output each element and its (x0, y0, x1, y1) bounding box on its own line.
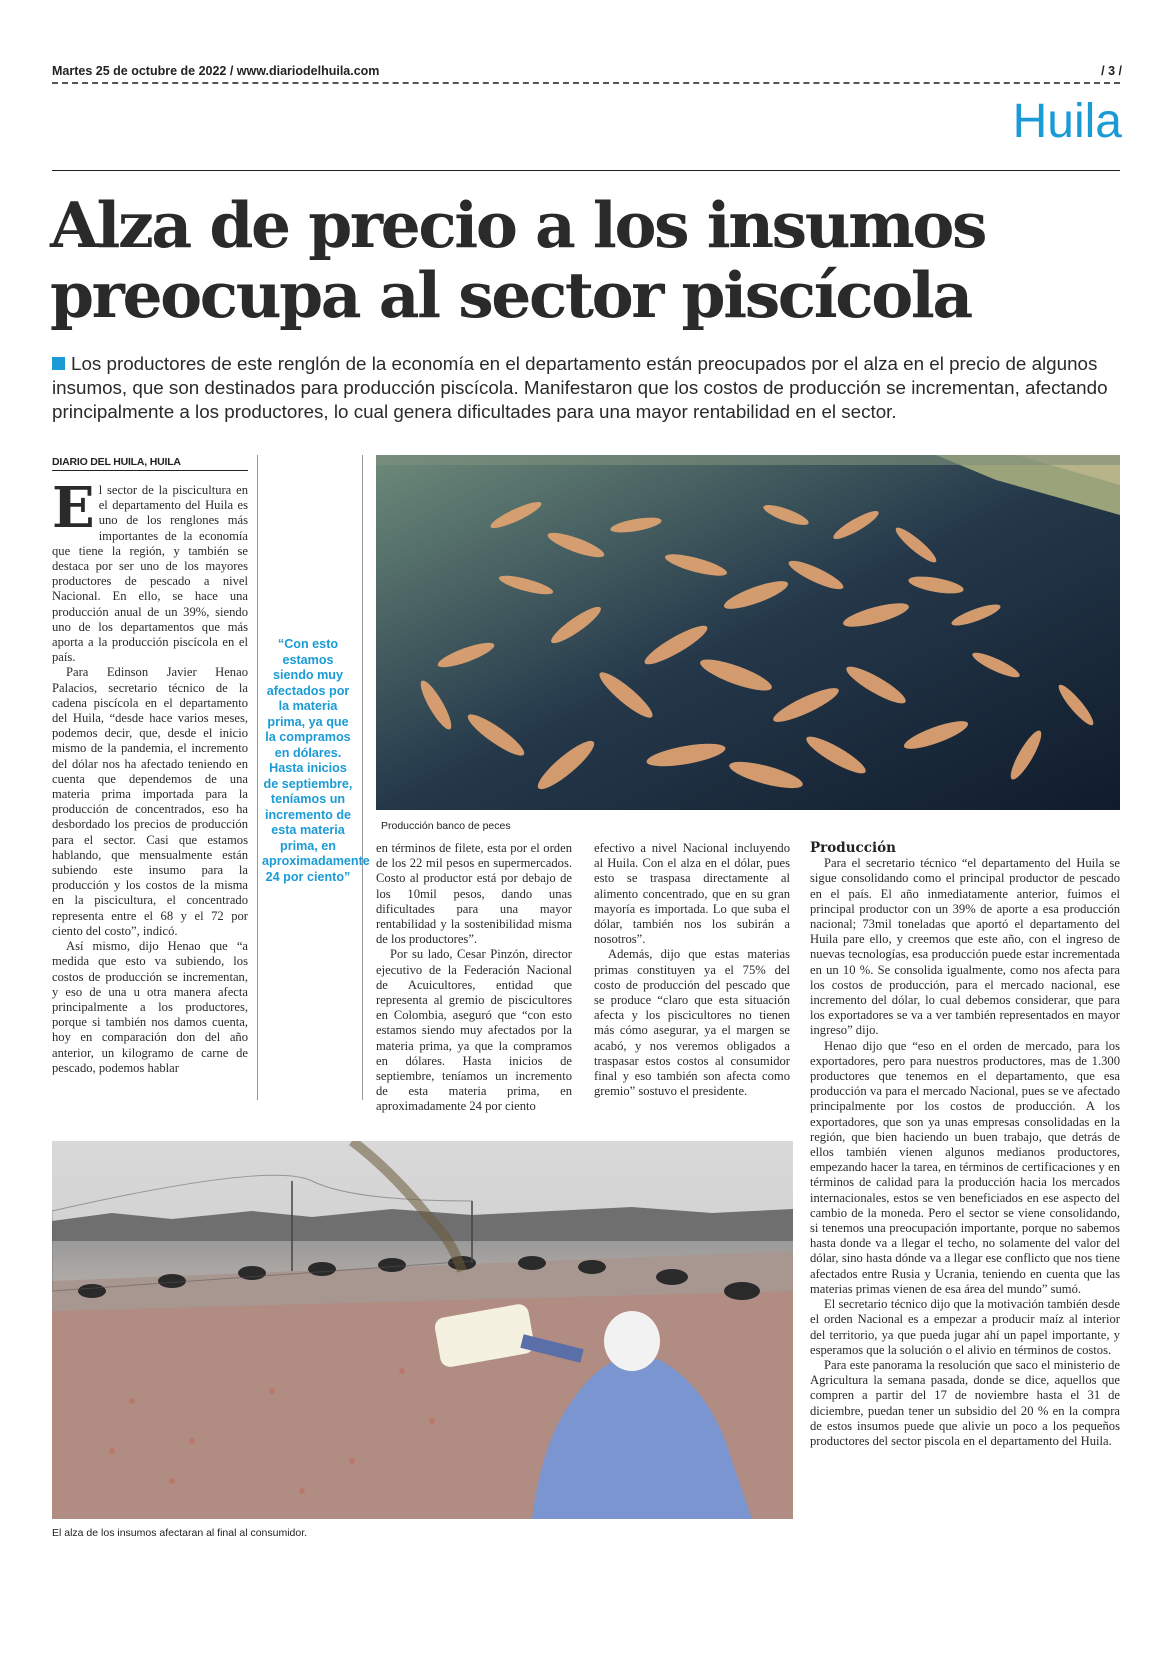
fish-pond-photo (376, 455, 1120, 810)
paragraph: Para Edinson Javier Henao Palacios, secretario técnico de la cadena piscícola en el departamento del Huila, “desde hace varios meses, podemos decir, que, desde el inicio mismo de la pandemia, el incremento del dólar nos ha afectado teniendo en cuenta que dependemos de una materia prima importada para la producción de concentrados, eso ha desbordado los precios de producción para el sector. Casi que estamos hablando, que mensualmente están subiendo este insumo para la producción y los costos de la misma en la piscicultura, el concentrado representa entre el 68 y el 72 por ciento del costo”, indicó. (52, 665, 248, 938)
standfirst-text: Los productores de este renglón de la economía en el departamento están preocupados por el alza en el precio de algunos insumos, que son destinados para producción piscícola. Manifestaron que los costos de producción se incrementan, afectando principalmente a los productores, lo cual genera dificultades para una mayor rentabilidad en el sector. (52, 353, 1108, 422)
paragraph: Henao dijo que “eso en el orden de mercado, para los exportadores, pero para nuestros productores, mas de 1.300 productores que tenemos en el departamento, que esa producción va para el mercado Nacional, pues se ve afectado principalmente por los costos de producción. A los exportadores, que son ya unas empresas consolidadas en la región, que bien haciendo un buen trabajo, que detrás de ellos también vienen algunos medianos productores, empezando hacer la tarea, en términos de certificaciones y en términos de calidad para la producción hacia los mercados internacionales, estos se ven beneficiados en ese aspecto del cambio de la moneda. Pero el sector se viene consolidando, si tenemos una preocupación importante, porque no sabemos hasta donde va a llegar el techo, no solamente del valor del dólar, sino hasta dónde va a llegar ese conflicto que nos tiene afectados entre Rusia y Ucrania, teniendo en cuenta que las materias primas vienen de esa área del mundo” sumó. (810, 1038, 1120, 1296)
drop-cap: E (52, 475, 95, 541)
bottom-photo-caption: El alza de los insumos afectaran al final al consumidor. (52, 1527, 308, 1539)
fish-pond-image (376, 455, 1120, 810)
fish-feeding-image (52, 1141, 793, 1519)
column-rule-1 (257, 455, 258, 1100)
article-column-2 (376, 841, 572, 1115)
date-site-line: Martes 25 de octubre de 2022 / www.diariodelhuila.com (52, 64, 380, 78)
paragraph: El secretario técnico dijo que la motivación también desde el orden Nacional es a empezar a producir maíz al interior del territorio, ya que pueda jugar ahí un papel importante, y esperamos que la solución o el alivio en términos de costos. (810, 1297, 1120, 1357)
paragraph: en términos de filete, esta por el orden de los 22 mil pesos en supermercados. Costo al productor está por debajo de los 10mil pesos, dando unas dificultades para una mayor rentabilidad y la sostenibilidad misma de los productores”. (376, 841, 572, 947)
paragraph-text: l sector de la piscicultura en el departamento del Huila es uno de los renglones más importantes de la economía que tiene la región, y también se destaca por ser uno de los mayores productores de pescado a nivel Nacional. En ello, se hace una producción anual de un 39%, siendo uno de los departamentos que más aporta a la producción piscícola en el país. (52, 483, 248, 665)
subheading: Producción (810, 840, 896, 856)
pull-quote: “Con esto estamos siendo muy afectados por la materia prima, ya que la compramos en dólares. Hasta inicios de septiembre, teníamos un incremento de esta materia prima, en aproximadamente 24 por ciento” (262, 637, 370, 884)
paragraph: efectivo a nivel Nacional incluyendo al Huila. Con el alza en el dólar, pues esto se traspasa directamente al alimento concentrado, que en su gran mayoría es importada. Lo que suba el dólar, también nos los subirán a nosotros”. (594, 841, 790, 947)
section-title: Huila (1012, 95, 1122, 148)
paragraph: Para este panorama la resolución que saco el ministerio de Agricultura la semana pasada, donde se dice, aquellos que compren a partir del 17 de noviembre hasta el 31 de diciembre, puedan tener un subsidio del 20 % en la compra de estos insumos puede que alivie un poco a los pequeños productores del sector piscola en el departamento del Huila. (810, 1357, 1120, 1448)
article-column-3 (594, 841, 790, 1099)
column-rule-2 (362, 455, 363, 1100)
paragraph (52, 475, 248, 665)
paragraph: Además, dijo que estas materias primas constituyen ya el 75% del costo de producción del pescado que se produce “claro que esta situación afecta y los piscicultores no tienen más cómo asegurar, ya el margen se acabó, y nos veremos obligados a traspasar estos costos al consumidor final y eso también son afecta como gremio” sostuvo el presidente. (594, 947, 790, 1099)
top-photo-caption: Producción banco de peces (381, 820, 511, 832)
page-number: / 3 / (1101, 64, 1122, 78)
header-dashed-rule (52, 82, 1120, 84)
byline-rule (52, 470, 248, 471)
header-rule (52, 170, 1120, 171)
fish-feeding-photo (52, 1141, 793, 1519)
headline (50, 190, 1130, 330)
article-column-4 (810, 841, 1120, 1449)
article-column-1 (52, 475, 248, 1076)
headline-line-2: preocupa al sector piscícola (50, 258, 971, 332)
paragraph: Por su lado, Cesar Pinzón, director ejecutivo de la Federación Nacional de Acuicultores, entidad que representa al gremio de piscicultores en Colombia, aseguró que “con esto estamos siendo muy afectados por la materia prima, ya que la compramos en dólares. Hasta inicios de septiembre, teníamos un incremento de esta materia prima, en aproximadamente 24 por ciento (376, 947, 572, 1114)
square-bullet-icon (52, 357, 65, 370)
byline: DIARIO DEL HUILA, HUILA (52, 456, 181, 468)
standfirst (52, 352, 1122, 424)
paragraph: Para el secretario técnico “el departamento del Huila se sigue consolidando como el principal productor de pescado en el país. El año inmediatamente anterior, fuimos el principal productor con un 39% de aporte a esa producción nacional; 73mil toneladas que aportó el departamento del Huila pare ello, y creemos que este año, con el ingreso de nuevas tecnologías, esa producción puede estar incrementada en un 10 %. Se consolida igualmente, como nos afecta para los costos de producción, para el mercado nacional, ese incremento del dólar, lo cual debemos considerar, que para los exportadores se va a ver también representados en mayor ingreso” dijo. (810, 856, 1120, 1038)
paragraph: Así mismo, dijo Henao que “a medida que esto va subiendo, los costos de producción se incrementan, y eso de una u otra manera afecta principalmente a los productores, porque si también nos damos cuenta, hoy en comparación don del año anterior, un kilogramo de carne de pescado, podemos hablar (52, 939, 248, 1075)
headline-line-1: Alza de precio a los insumos (50, 188, 986, 262)
